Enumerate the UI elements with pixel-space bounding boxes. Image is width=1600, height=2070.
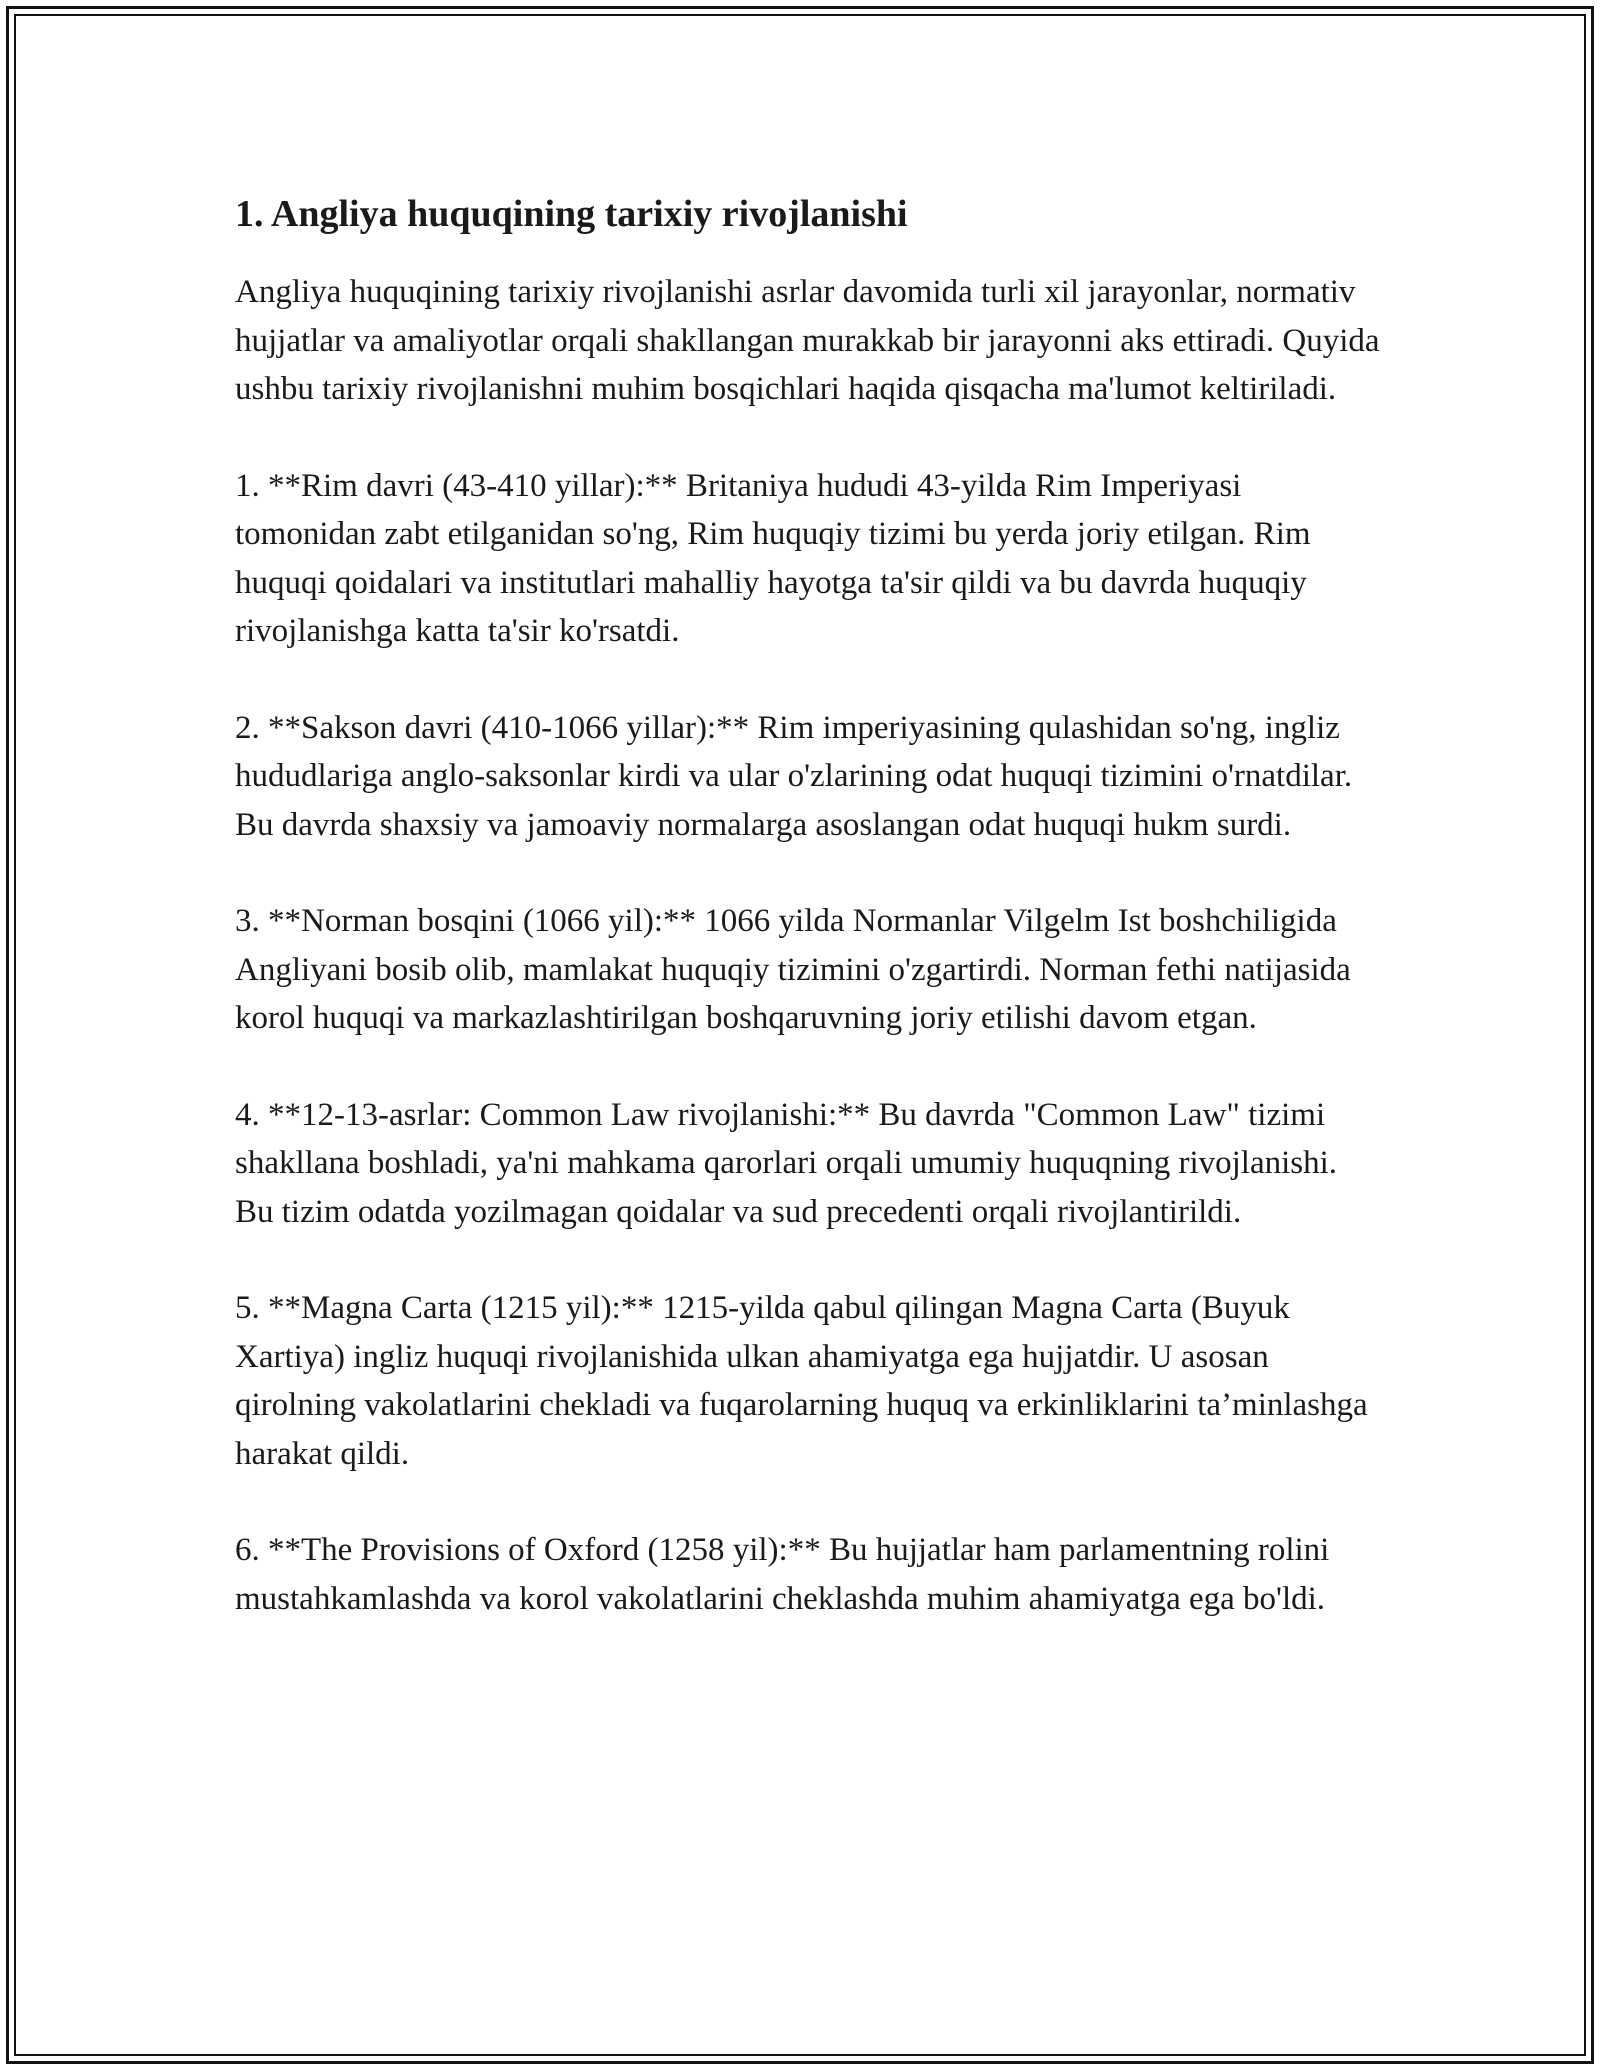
paragraph-rim-davri: 1. **Rim davri (43-410 yillar):** Britaniya hududi 43-yilda Rim Imperiyasi tomonidan zabt etilganidan so'ng, Rim huquqiy tizimi bu yerda joriy etilgan. Rim huquqi qoidalari va institutlari mahalliy hayotga ta'sir qildi va bu davrda huquqiy rivojlanishga katta ta'sir ko'rsatdi. xyxy=(235,467,1311,649)
document-title: 1. Angliya huquqining tarixiy rivojlanishi xyxy=(235,193,908,235)
intro-paragraph: Angliya huquqining tarixiy rivojlanishi asrlar davomida turli xil jarayonlar, normativ hujjatlar va amaliyotlar orqali shakllangan murakkab bir jarayonni aks ettiradi. Quyida ushbu tarixiy rivojlanishni muhim bosqichlari haqida qisqacha ma'lumot keltiriladi. xyxy=(235,274,1380,407)
paragraph-norman-bosqini: 3. **Norman bosqini (1066 yil):** 1066 yilda Normanlar Vilgelm Ist boshchiligida Angliyani bosib olib, mamlakat huquqiy tizimini o'zgartirdi. Norman fethi natijasida korol huquqi va markazlashtirilgan boshqaruvning joriy etilishi davom etgan. xyxy=(235,903,1351,1036)
paragraph-magna-carta: 5. **Magna Carta (1215 yil):** 1215-yilda qabul qilingan Magna Carta (Buyuk Xartiya) ingliz huquqi rivojlanishida ulkan ahamiyatga ega hujjatdir. U asosan qirolning vakolatlarini chekladi va fuqarolarning huquq va erkinliklarini ta’minlashga harakat qildi. xyxy=(235,1290,1368,1472)
paragraph-provisions-of-oxford: 6. **The Provisions of Oxford (1258 yil):** Bu hujjatlar ham parlamentning rolini mustahkamlashda va korol vakolatlarini cheklashda muhim ahamiyatga ega bo'ldi. xyxy=(235,1532,1330,1617)
document-body xyxy=(235,188,1380,1671)
paragraph-common-law: 4. **12-13-asrlar: Common Law rivojlanishi:** Bu davrda "Common Law" tizimi shakllana boshladi, ya'ni mahkama qarorlari orqali umumiy huquqning rivojlanishi. Bu tizim odatda yozilmagan qoidalar va sud precedenti orqali rivojlantirildi. xyxy=(235,1096,1338,1230)
paragraph-sakson-davri: 2. **Sakson davri (410-1066 yillar):** Rim imperiyasining qulashidan so'ng, ingliz hududlariga anglo-saksonlar kirdi va ular o'zlarining odat huquqi tizimini o'rnatdilar. Bu davrda shaxsiy va jamoaviy normalarga asoslangan odat huquqi hukm surdi. xyxy=(235,709,1353,843)
